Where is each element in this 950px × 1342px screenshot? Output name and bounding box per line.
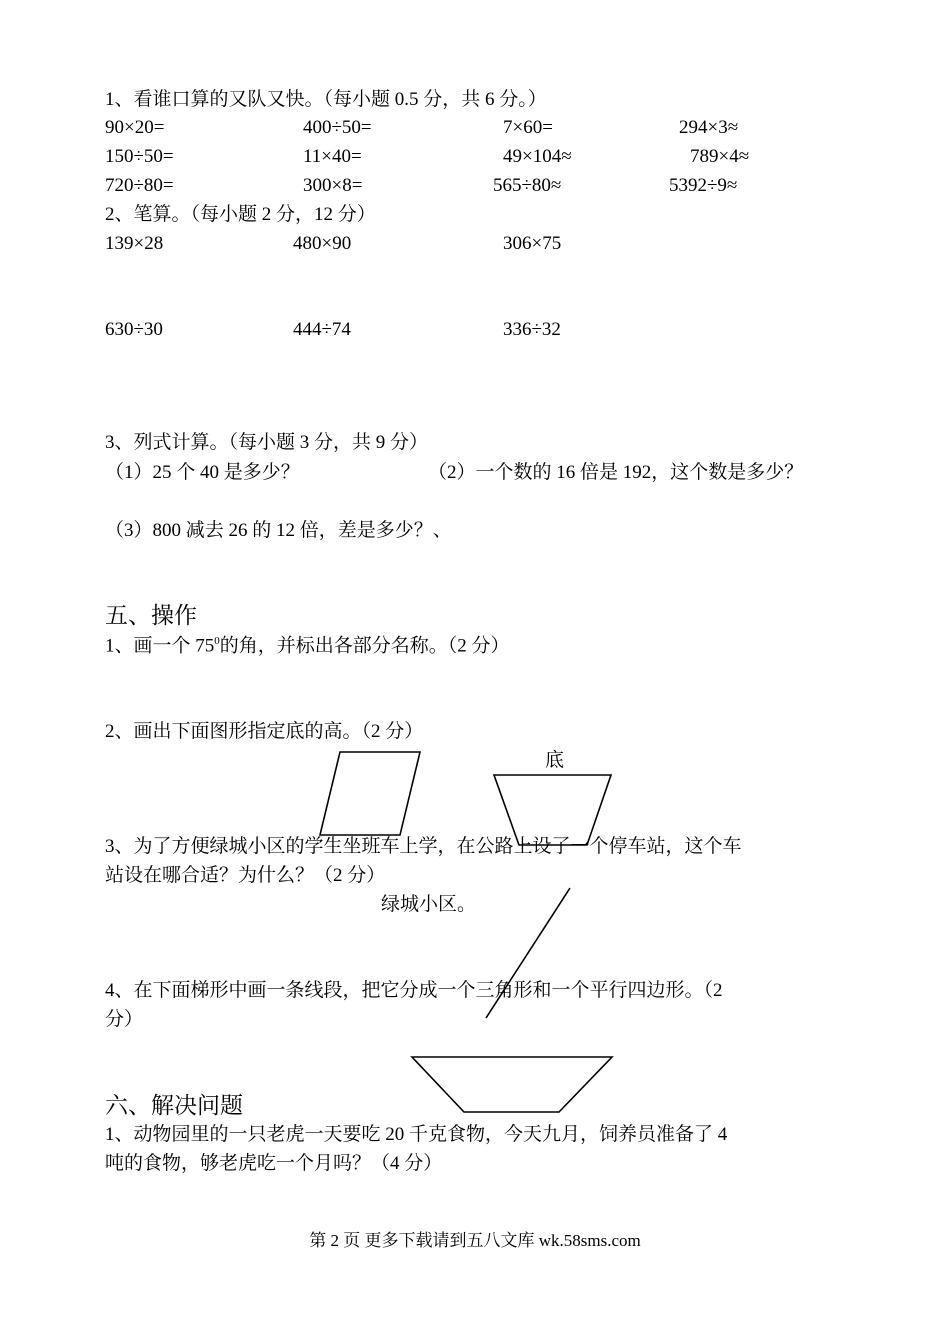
s5-q4-line-2: 分） <box>105 1009 144 1030</box>
written-item: 630÷30 <box>105 319 163 340</box>
q3-part-3: （3）800 减去 26 的 12 倍，差是多少？、 <box>105 520 452 541</box>
oral-item: 789×4≈ <box>690 146 750 167</box>
degree-superscript: 0 <box>214 635 220 647</box>
oral-item: 294×3≈ <box>679 117 739 138</box>
written-item: 306×75 <box>503 233 562 254</box>
s6-q1-line-1: 1、动物园里的一只老虎一天要吃 20 千克食物，今天九月，饲养员准备了 4 <box>105 1124 728 1145</box>
oral-item: 11×40= <box>303 146 362 167</box>
parallelogram-figure <box>320 752 420 835</box>
q3-part-2: （2）一个数的 16 倍是 192，这个数是多少？ <box>428 462 804 483</box>
oral-item: 565÷80≈ <box>493 175 562 196</box>
oral-item: 90×20= <box>105 117 165 138</box>
s5-q3-line-1: 3、为了方便绿城小区的学生坐班车上学，在公路上设了一个停车站，这个车 <box>105 836 742 857</box>
oral-item: 150÷50= <box>105 146 174 167</box>
written-item: 139×28 <box>105 233 164 254</box>
s6-q1-line-2: 吨的食物，够老虎吃一个月吗？（4 分） <box>105 1153 443 1174</box>
trapezoid-figure <box>412 1057 612 1112</box>
written-item: 336÷32 <box>503 319 561 340</box>
q1-title: 1、看谁口算的又队又快。（每小题 0.5 分，共 6 分。） <box>105 89 547 110</box>
s5-q1-text-b: 的角，并标出各部分名称。（2 分） <box>219 635 510 657</box>
section-5-heading: 五、操作 <box>105 603 197 628</box>
oral-item: 300×8= <box>303 175 363 196</box>
q2-title: 2、笔算。（每小题 2 分，12 分） <box>105 204 376 225</box>
oral-item: 49×104≈ <box>503 146 572 167</box>
s5-q4-line-1: 4、在下面梯形中画一条线段，把它分成一个三角形和一个平行四边形。（2 <box>105 980 723 1001</box>
s5-q1-text-a: 1、画一个 75 <box>105 635 215 657</box>
q3-title: 3、列式计算。（每小题 3 分，共 9 分） <box>105 432 429 453</box>
oral-item: 720÷80= <box>105 175 174 196</box>
road-line <box>486 888 570 1018</box>
base-label: 底 <box>545 750 565 771</box>
trapezoid-figure <box>494 775 611 845</box>
section-6-heading: 六、解决问题 <box>105 1093 243 1118</box>
s5-q2: 2、画出下面图形指定底的高。（2 分） <box>105 721 424 742</box>
oral-item: 400÷50= <box>303 117 372 138</box>
community-label: 绿城小区。 <box>381 894 477 915</box>
page-footer: 第 2 页 更多下载请到五八文库 wk.58sms.com <box>309 1231 641 1250</box>
written-item: 444÷74 <box>293 319 351 340</box>
written-item: 480×90 <box>293 233 352 254</box>
oral-item: 5392÷9≈ <box>669 175 738 196</box>
q3-part-1: （1）25 个 40 是多少？ <box>105 462 300 483</box>
s5-q3-line-2: 站设在哪合适？为什么？（2 分） <box>105 865 386 886</box>
oral-item: 7×60= <box>503 117 553 138</box>
